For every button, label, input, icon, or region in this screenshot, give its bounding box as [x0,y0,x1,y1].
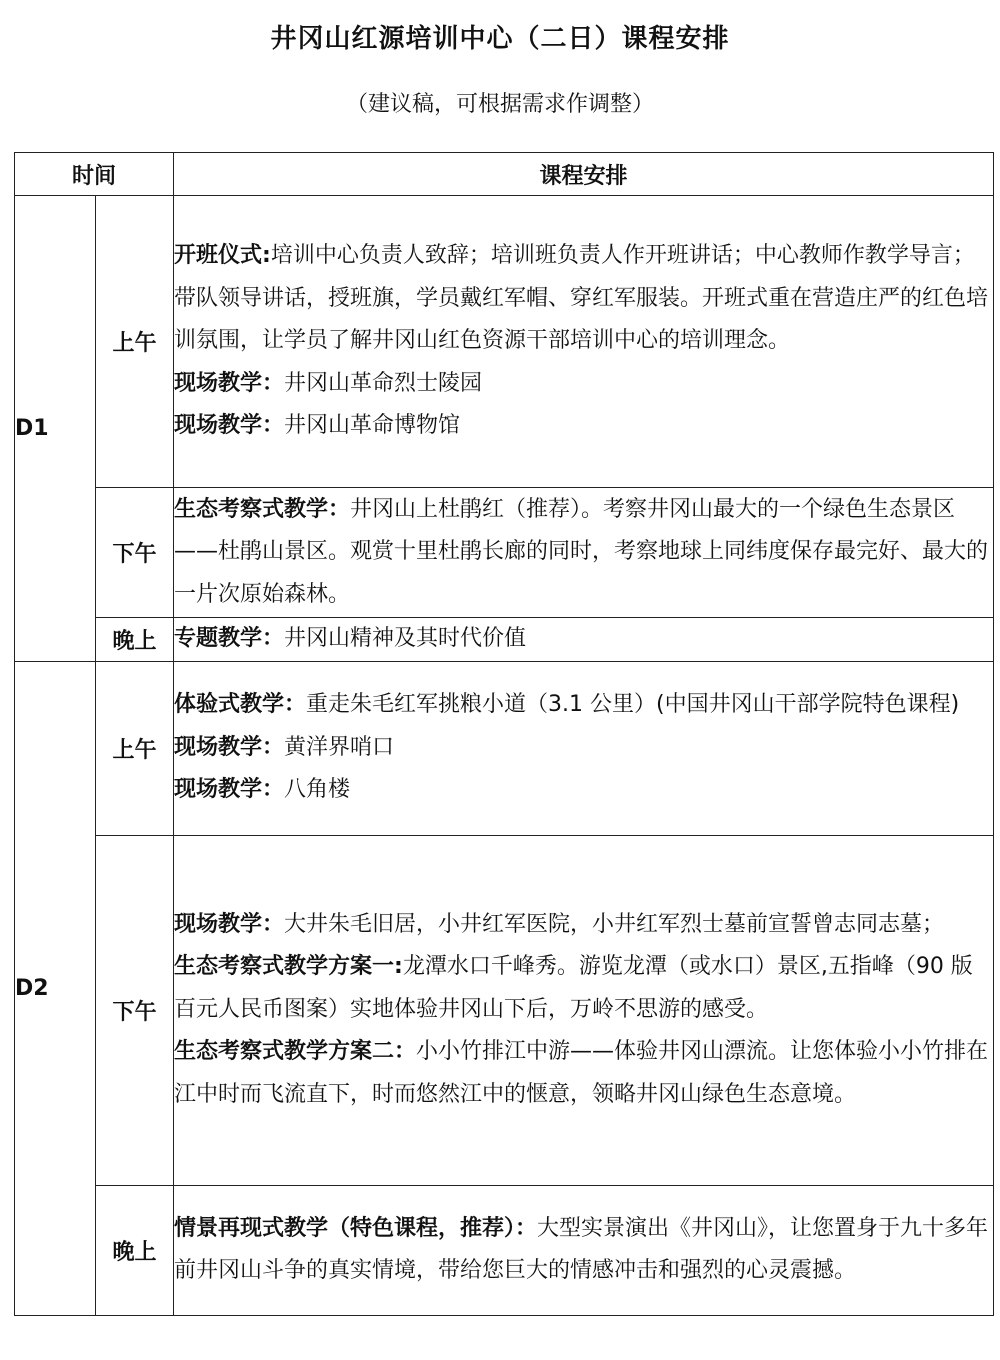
item-label: 现场教学： [174,370,285,396]
content-item [174,363,993,406]
content-cell [174,1185,994,1315]
item-text: 重走朱毛红军挑粮小道（3.1 公里）(中国井冈山干部学院特色课程) [306,692,960,718]
item-label: 体验式教学： [174,692,307,718]
item-text: 培训中心负责人致辞；培训班负责人作开班讲话；中心教师作教学导言；带队领导讲话，授班旗，学员戴红军帽、穿红军服装。开班式重在营造庄严的红色培训氛围，让学员了解井冈山红色资源干部培训中心的培训理念。 [174,243,989,354]
content-cell [174,661,994,835]
period-cell: 晚上 [96,618,174,662]
item-text: 井冈山精神及其时代价值 [284,626,527,651]
item-label: 生态考察式教学方案二： [174,1039,417,1065]
item-label: 开班仪式: [174,243,271,269]
day-cell-d2: D2 [15,661,96,1315]
content-item [174,727,993,770]
content-item [174,405,993,448]
content-cell [174,835,994,1185]
table-row [15,661,994,835]
item-label: 生态考察式教学： [174,496,351,522]
content-cell [174,618,994,662]
content-cell [174,488,994,618]
item-text: 八角楼 [284,777,351,803]
table-row [15,835,994,1185]
item-text: 井冈山革命博物馆 [284,413,461,439]
column-header-time: 时间 [15,153,174,196]
table-header-row [15,153,994,196]
table-row [15,1185,994,1315]
content-item [174,618,993,661]
content-item [174,904,993,947]
item-label: 现场教学： [174,413,285,439]
table-row [15,618,994,662]
day-cell-d1: D1 [15,196,96,662]
item-text: 大井朱毛旧居，小井红军医院，小井红军烈士墓前宣誓曾志同志墓； [284,911,945,937]
page-subtitle: （建议稿，可根据需求作调整） [345,92,654,117]
item-label: 专题教学： [174,626,285,651]
item-text: 小小竹排江中游——体验井冈山漂流。让您体验小小竹排在江中时而飞流直下，时而悠然江中的惬意，领略井冈山绿色生态意境。 [174,1039,989,1107]
page-title: 井冈山红源培训中心（二日）课程安排 [270,24,730,54]
item-text: 井冈山革命烈士陵园 [284,370,483,396]
item-label: 现场教学： [174,734,285,760]
item-label: 现场教学： [174,911,285,937]
item-label: 现场教学： [174,777,285,803]
period-cell: 上午 [96,661,174,835]
period-cell: 晚上 [96,1185,174,1315]
content-item [174,946,993,1031]
schedule-table [14,152,994,1316]
period-cell: 下午 [96,488,174,618]
item-text: 黄洋界哨口 [284,734,395,760]
content-item [174,1208,993,1293]
table-row [15,196,994,488]
item-text: 龙潭水口千峰秀。游览龙潭（或水口）景区,五指峰（90 版百元人民币图案）实地体验井冈山下后，万岭不思游的感受。 [174,954,973,1022]
content-cell [174,196,994,488]
table-row [15,488,994,618]
content-item [174,489,993,617]
item-text: 大型实景演出《井冈山》，让您置身于九十多年前井冈山斗争的真实情境，带给您巨大的情感冲击和强烈的心灵震撼。 [174,1215,989,1283]
content-item [174,1031,993,1116]
content-item [174,235,993,363]
period-cell: 下午 [96,835,174,1185]
content-item [174,684,993,727]
item-text: 井冈山上杜鹃红（推荐）。考察井冈山最大的一个绿色生态景区——杜鹃山景区。观赏十里杜鹃长廊的同时，考察地球上同纬度保存最完好、最大的一片次原始森林。 [174,496,989,607]
content-item [174,769,993,812]
item-label: 生态考察式教学方案一: [174,954,403,980]
period-cell: 上午 [96,196,174,488]
column-header-schedule: 课程安排 [174,153,994,196]
item-label: 情景再现式教学（特色课程，推荐）： [174,1215,538,1241]
